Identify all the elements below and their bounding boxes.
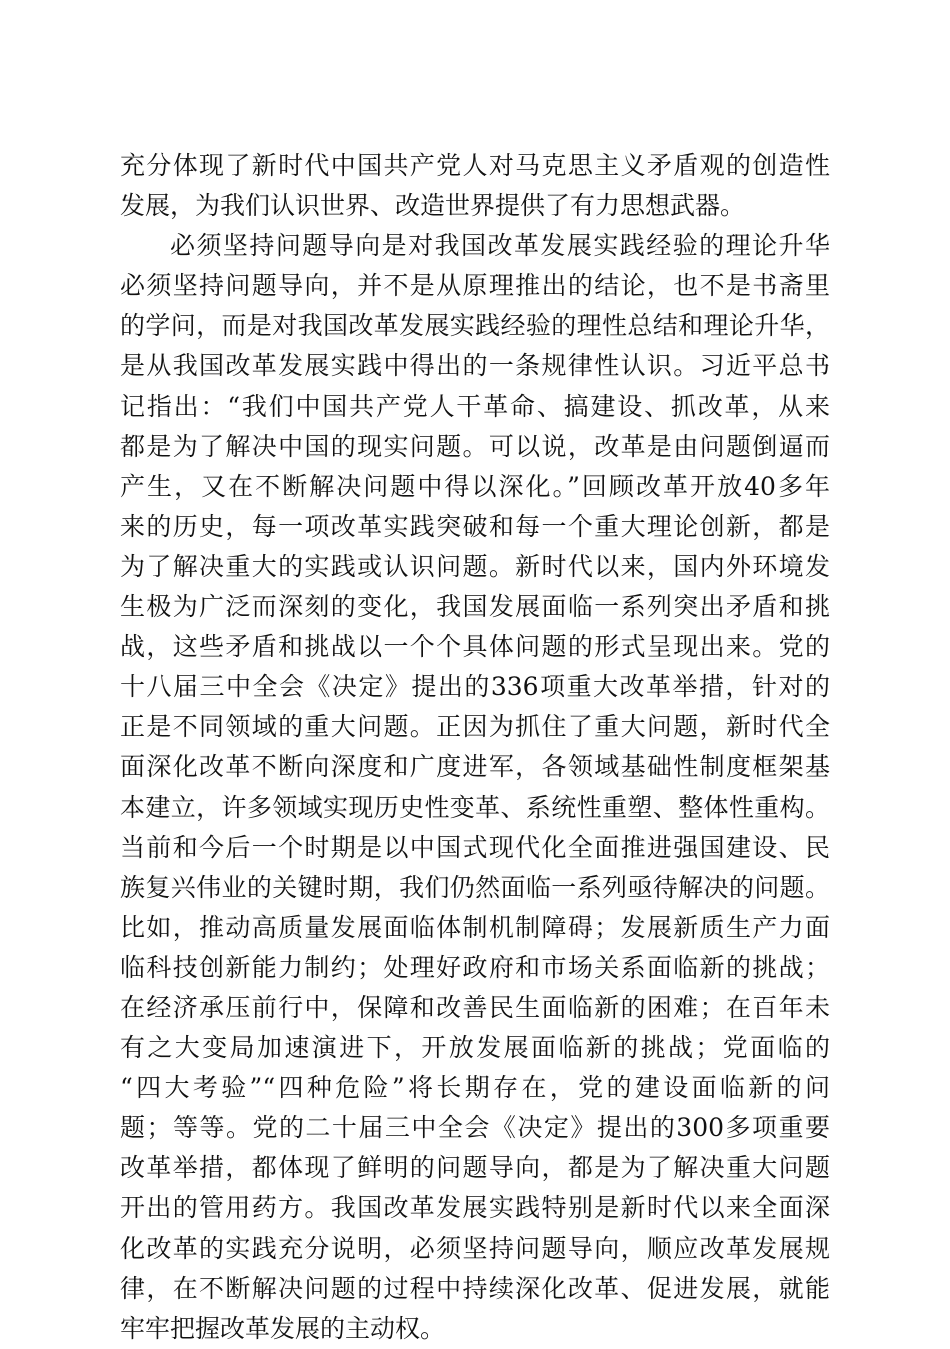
text-line: 族复兴伟业的关键时期，我们仍然面临一系列亟待解决的问题。 — [120, 872, 830, 902]
section-heading: 必须坚持问题导向是对我国改革发展实践经验的理论升华 — [170, 231, 830, 261]
text-line: 的学问，而是对我国改革发展实践经验的理性总结和理论升华， — [120, 311, 830, 341]
text-line: 当前和今后一个时期是以中国式现代化全面推进强国建设、民 — [120, 832, 830, 862]
text-line: 记指出：“我们中国共产党人干革命、搞建设、抓改革，从来 — [120, 391, 830, 421]
text-line: 产生，又在不断解决问题中得以深化。”回顾改革开放40多年 — [120, 471, 830, 501]
text-line: 有之大变局加速演进下，开放发展面临新的挑战；党面临的 — [120, 1033, 830, 1063]
paragraph-end-line: 发展，为我们认识世界、改造世界提供了有力思想武器。 — [120, 191, 746, 221]
text-line: 来的历史，每一项改革实践突破和每一个重大理论创新，都是 — [120, 511, 830, 541]
text-line: 本建立，许多领域实现历史性变革、系统性重塑、整体性重构。 — [120, 792, 830, 822]
text-line: 题；等等。党的二十届三中全会《决定》提出的300多项重要 — [120, 1113, 830, 1143]
text-line: 为了解决重大的实践或认识问题。新时代以来，国内外环境发 — [120, 551, 830, 581]
text-line: 是从我国改革发展实践中得出的一条规律性认识。习近平总书 — [120, 351, 830, 381]
text-line: 战，这些矛盾和挑战以一个个具体问题的形式呈现出来。党的 — [120, 632, 830, 662]
text-line: 比如，推动高质量发展面临体制机制障碍；发展新质生产力面 — [120, 912, 830, 942]
text-line: 在经济承压前行中，保障和改善民生面临新的困难；在百年未 — [120, 992, 830, 1022]
text-line: 十八届三中全会《决定》提出的336项重大改革举措，针对的 — [120, 672, 830, 702]
text-line: 化改革的实践充分说明，必须坚持问题导向，顺应改革发展规 — [120, 1233, 830, 1263]
text-line: 正是不同领域的重大问题。正因为抓住了重大问题，新时代全 — [120, 712, 830, 742]
text-line: 开出的管用药方。我国改革发展实践特别是新时代以来全面深 — [120, 1193, 830, 1223]
text-line: 必须坚持问题导向，并不是从原理推出的结论，也不是书斋里 — [120, 271, 830, 301]
text-line: 生极为广泛而深刻的变化，我国发展面临一系列突出矛盾和挑 — [120, 592, 830, 622]
text-line: 面深化改革不断向深度和广度进军，各领域基础性制度框架基 — [120, 752, 830, 782]
text-line: 临科技创新能力制约；处理好政府和市场关系面临新的挑战； — [120, 952, 830, 982]
text-line: 律，在不断解决问题的过程中持续深化改革、促进发展，就能 — [120, 1273, 830, 1303]
text-line: 充分体现了新时代中国共产党人对马克思主义矛盾观的创造性 — [120, 151, 830, 180]
text-line: 都是为了解决中国的现实问题。可以说，改革是由问题倒逼而 — [120, 431, 830, 461]
text-line: “四大考验”“四种危险”将长期存在，党的建设面临新的问 — [120, 1073, 830, 1103]
body-text — [120, 146, 830, 1349]
text-line: 改革举措，都体现了鲜明的问题导向，都是为了解决重大问题 — [120, 1153, 830, 1183]
paragraph-end-line: 牢牢把握改革发展的主动权。 — [120, 1313, 446, 1343]
